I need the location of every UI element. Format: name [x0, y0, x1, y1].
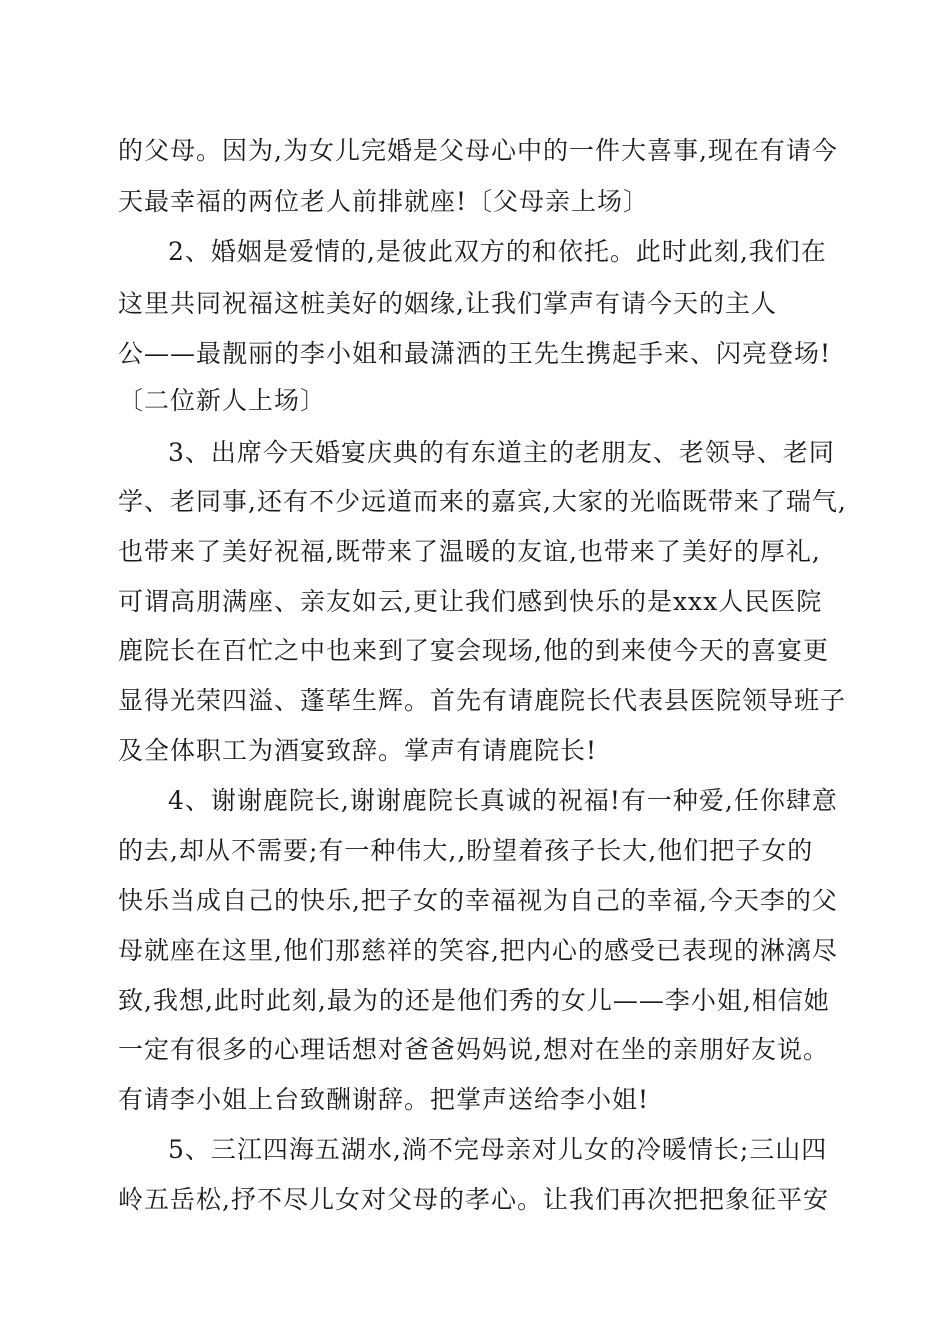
text-line: 天最幸福的两位老人前排就座!〔父母亲上场〕 — [118, 187, 650, 216]
text-line: 也带来了美好祝福,既带来了温暖的友谊,也带来了美好的厚礼, — [118, 537, 821, 566]
text-line: 母就座在这里,他们那慈祥的笑容,把内心的感受已表现的淋漓尽 — [118, 936, 838, 965]
text-line: 的去,却从不需要;有一种伟大,,盼望着孩子长大,他们把子女的 — [118, 836, 814, 865]
paragraph-3-start: 3、出席今天婚宴庆典的有东道主的老朋友、老领导、老同 — [168, 438, 835, 467]
paragraph-4-start: 4、谢谢鹿院长,谢谢鹿院长真诚的祝福!有一种爱,任你肆意 — [168, 786, 838, 815]
text-line: 鹿院长在百忙之中也来到了宴会现场,他的到来使今天的喜宴更 — [118, 636, 829, 665]
text-line: 公——最靓丽的李小姐和最潇洒的王先生携起手来、闪亮登场! — [118, 339, 832, 368]
text-line: 快乐当成自己的快乐,把子女的幸福视为自己的幸福,今天李的父 — [118, 886, 838, 915]
paragraph-5-start: 5、三江四海五湖水,淌不完母亲对儿女的冷暖情长;三山四 — [168, 1135, 828, 1164]
text-line: 有请李小姐上台致酬谢辞。把掌声送给李小姐! — [118, 1085, 650, 1114]
paragraph-2-start: 2、婚姻是爱情的,是彼此双方的和依托。此时此刻,我们在 — [168, 237, 827, 266]
text-line: 可谓高朋满座、亲友如云,更让我们感到快乐的是xxx人民医院 — [118, 587, 823, 616]
text-line: 及全体职工为酒宴致辞。掌声有请鹿院长! — [118, 736, 598, 765]
text-line: 这里共同祝福这桩美好的姻缘,让我们掌声有请今天的主人 — [118, 289, 777, 318]
text-line: 一定有很多的心理话想对爸爸妈妈说,想对在坐的亲朋好友说。 — [118, 1035, 829, 1064]
text-line: 的父母。因为,为女儿完婚是父母心中的一件大喜事,现在有请今 — [118, 136, 838, 165]
text-line: 显得光荣四溢、蓬荜生辉。首先有请鹿院长代表县医院领导班子 — [118, 686, 847, 715]
text-line: 学、老同事,还有不少远道而来的嘉宾,大家的光临既带来了瑞气, — [118, 487, 847, 516]
text-line: 致,我想,此时此刻,最为的还是他们秀的女儿——李小姐,相信她 — [118, 986, 830, 1015]
text-line: 岭五岳松,抒不尽儿女对父母的孝心。让我们再次把把象征平安 — [118, 1185, 829, 1214]
text-line: 〔二位新人上场〕 — [118, 386, 327, 415]
